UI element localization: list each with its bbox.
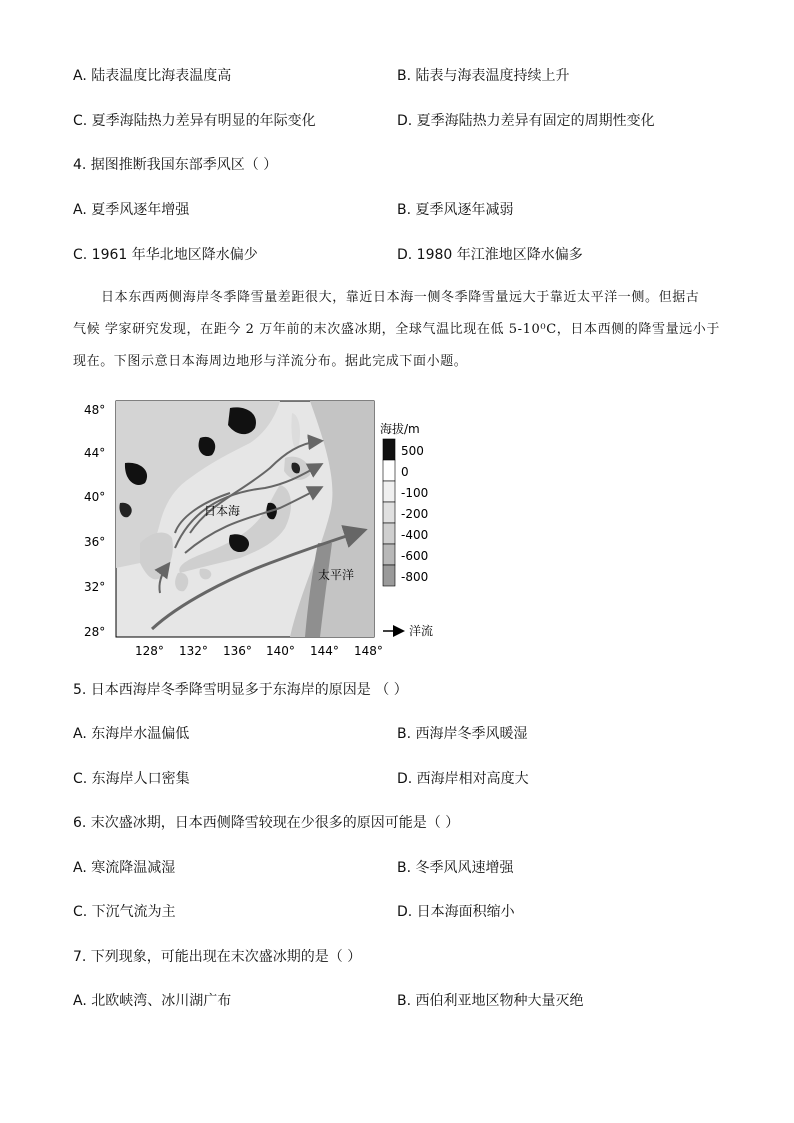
legend-swatch	[383, 502, 395, 523]
lon-tick: 132°	[179, 644, 208, 658]
legend-swatch	[383, 523, 395, 544]
legend-label: 0	[401, 465, 409, 479]
legend-swatch	[383, 460, 395, 481]
legend-label: -200	[401, 507, 429, 521]
q4-option-b: B. 夏季风逐年减弱	[397, 202, 514, 218]
q3-option-c: C. 夏季海陆热力差异有明显的年际变化	[73, 113, 316, 129]
lat-tick: 32°	[84, 580, 106, 594]
lat-tick: 48°	[84, 403, 106, 417]
legend-label: -800	[401, 570, 429, 584]
q7-option-a: A. 北欧峡湾、冰川湖广布	[73, 993, 232, 1009]
lon-tick: 140°	[266, 644, 295, 658]
lat-tick: 40°	[84, 490, 106, 504]
legend-swatch	[383, 481, 395, 502]
q6-option-d: D. 日本海面积缩小	[397, 904, 515, 920]
passage-line-3: 现在。下图示意日本海周边地形与洋流分布。据此完成下面小题。	[73, 354, 468, 369]
q4-option-a: A. 夏季风逐年增强	[73, 202, 190, 218]
lat-tick: 44°	[84, 446, 106, 460]
pacific-label: 太平洋	[318, 568, 355, 582]
legend-label: -100	[401, 486, 429, 500]
lon-tick: 148°	[354, 644, 383, 658]
q4-option-d: D. 1980 年江淮地区降水偏多	[397, 247, 583, 263]
legend-label: -600	[401, 549, 429, 563]
q6-option-c: C. 下沉气流为主	[73, 904, 176, 920]
passage-line-2: 气候 学家研究发现，在距今 2 万年前的末次盛冰期，全球气温比现在低 5-10⁰C，日本西侧的降雪量远小于	[73, 322, 720, 337]
legend-swatch	[383, 439, 395, 460]
q5-stem: 5. 日本西海岸冬季降雪明显多于东海岸的原因是 （ ）	[73, 682, 408, 698]
q3-option-a: A. 陆表温度比海表温度高	[73, 68, 232, 84]
lat-tick: 28°	[84, 625, 106, 639]
legend-swatch	[383, 565, 395, 586]
current-legend-label: 洋流	[409, 624, 434, 638]
lat-tick: 36°	[84, 535, 106, 549]
lon-tick: 128°	[135, 644, 164, 658]
q7-option-b: B. 西伯利亚地区物种大量灭绝	[397, 993, 584, 1009]
lon-tick: 144°	[310, 644, 339, 658]
q4-option-c: C. 1961 年华北地区降水偏少	[73, 247, 258, 263]
q6-stem: 6. 末次盛冰期，日本西侧降雪较现在少很多的原因可能是（ ）	[73, 815, 460, 831]
legend-label: 500	[401, 444, 424, 458]
q5-option-b: B. 西海岸冬季风暖湿	[397, 726, 528, 742]
q3-option-d: D. 夏季海陆热力差异有固定的周期性变化	[397, 113, 655, 129]
q5-option-d: D. 西海岸相对高度大	[397, 771, 529, 787]
lon-tick: 136°	[223, 644, 252, 658]
legend-title: 海拔/m	[380, 422, 420, 436]
passage-line-1: 日本东西两侧海岸冬季降雪量差距很大，靠近日本海一侧冬季降雪量远大于靠近太平洋一侧。但据古	[101, 290, 700, 305]
q5-option-a: A. 东海岸水温偏低	[73, 726, 190, 742]
map-svg	[80, 393, 450, 663]
q6-option-a: A. 寒流降温减湿	[73, 860, 176, 876]
q6-option-b: B. 冬季风风速增强	[397, 860, 514, 876]
q7-stem: 7. 下列现象，可能出现在末次盛冰期的是（ ）	[73, 949, 362, 965]
japan-sea-map	[80, 393, 450, 663]
sea-of-japan-label: 日本海	[204, 504, 241, 518]
q4-stem: 4. 据图推断我国东部季风区（ ）	[73, 157, 278, 173]
elevation-legend	[383, 439, 428, 586]
legend-swatch	[383, 544, 395, 565]
q5-option-c: C. 东海岸人口密集	[73, 771, 190, 787]
q3-option-b: B. 陆表与海表温度持续上升	[397, 68, 570, 84]
legend-label: -400	[401, 528, 429, 542]
passage	[73, 282, 723, 378]
